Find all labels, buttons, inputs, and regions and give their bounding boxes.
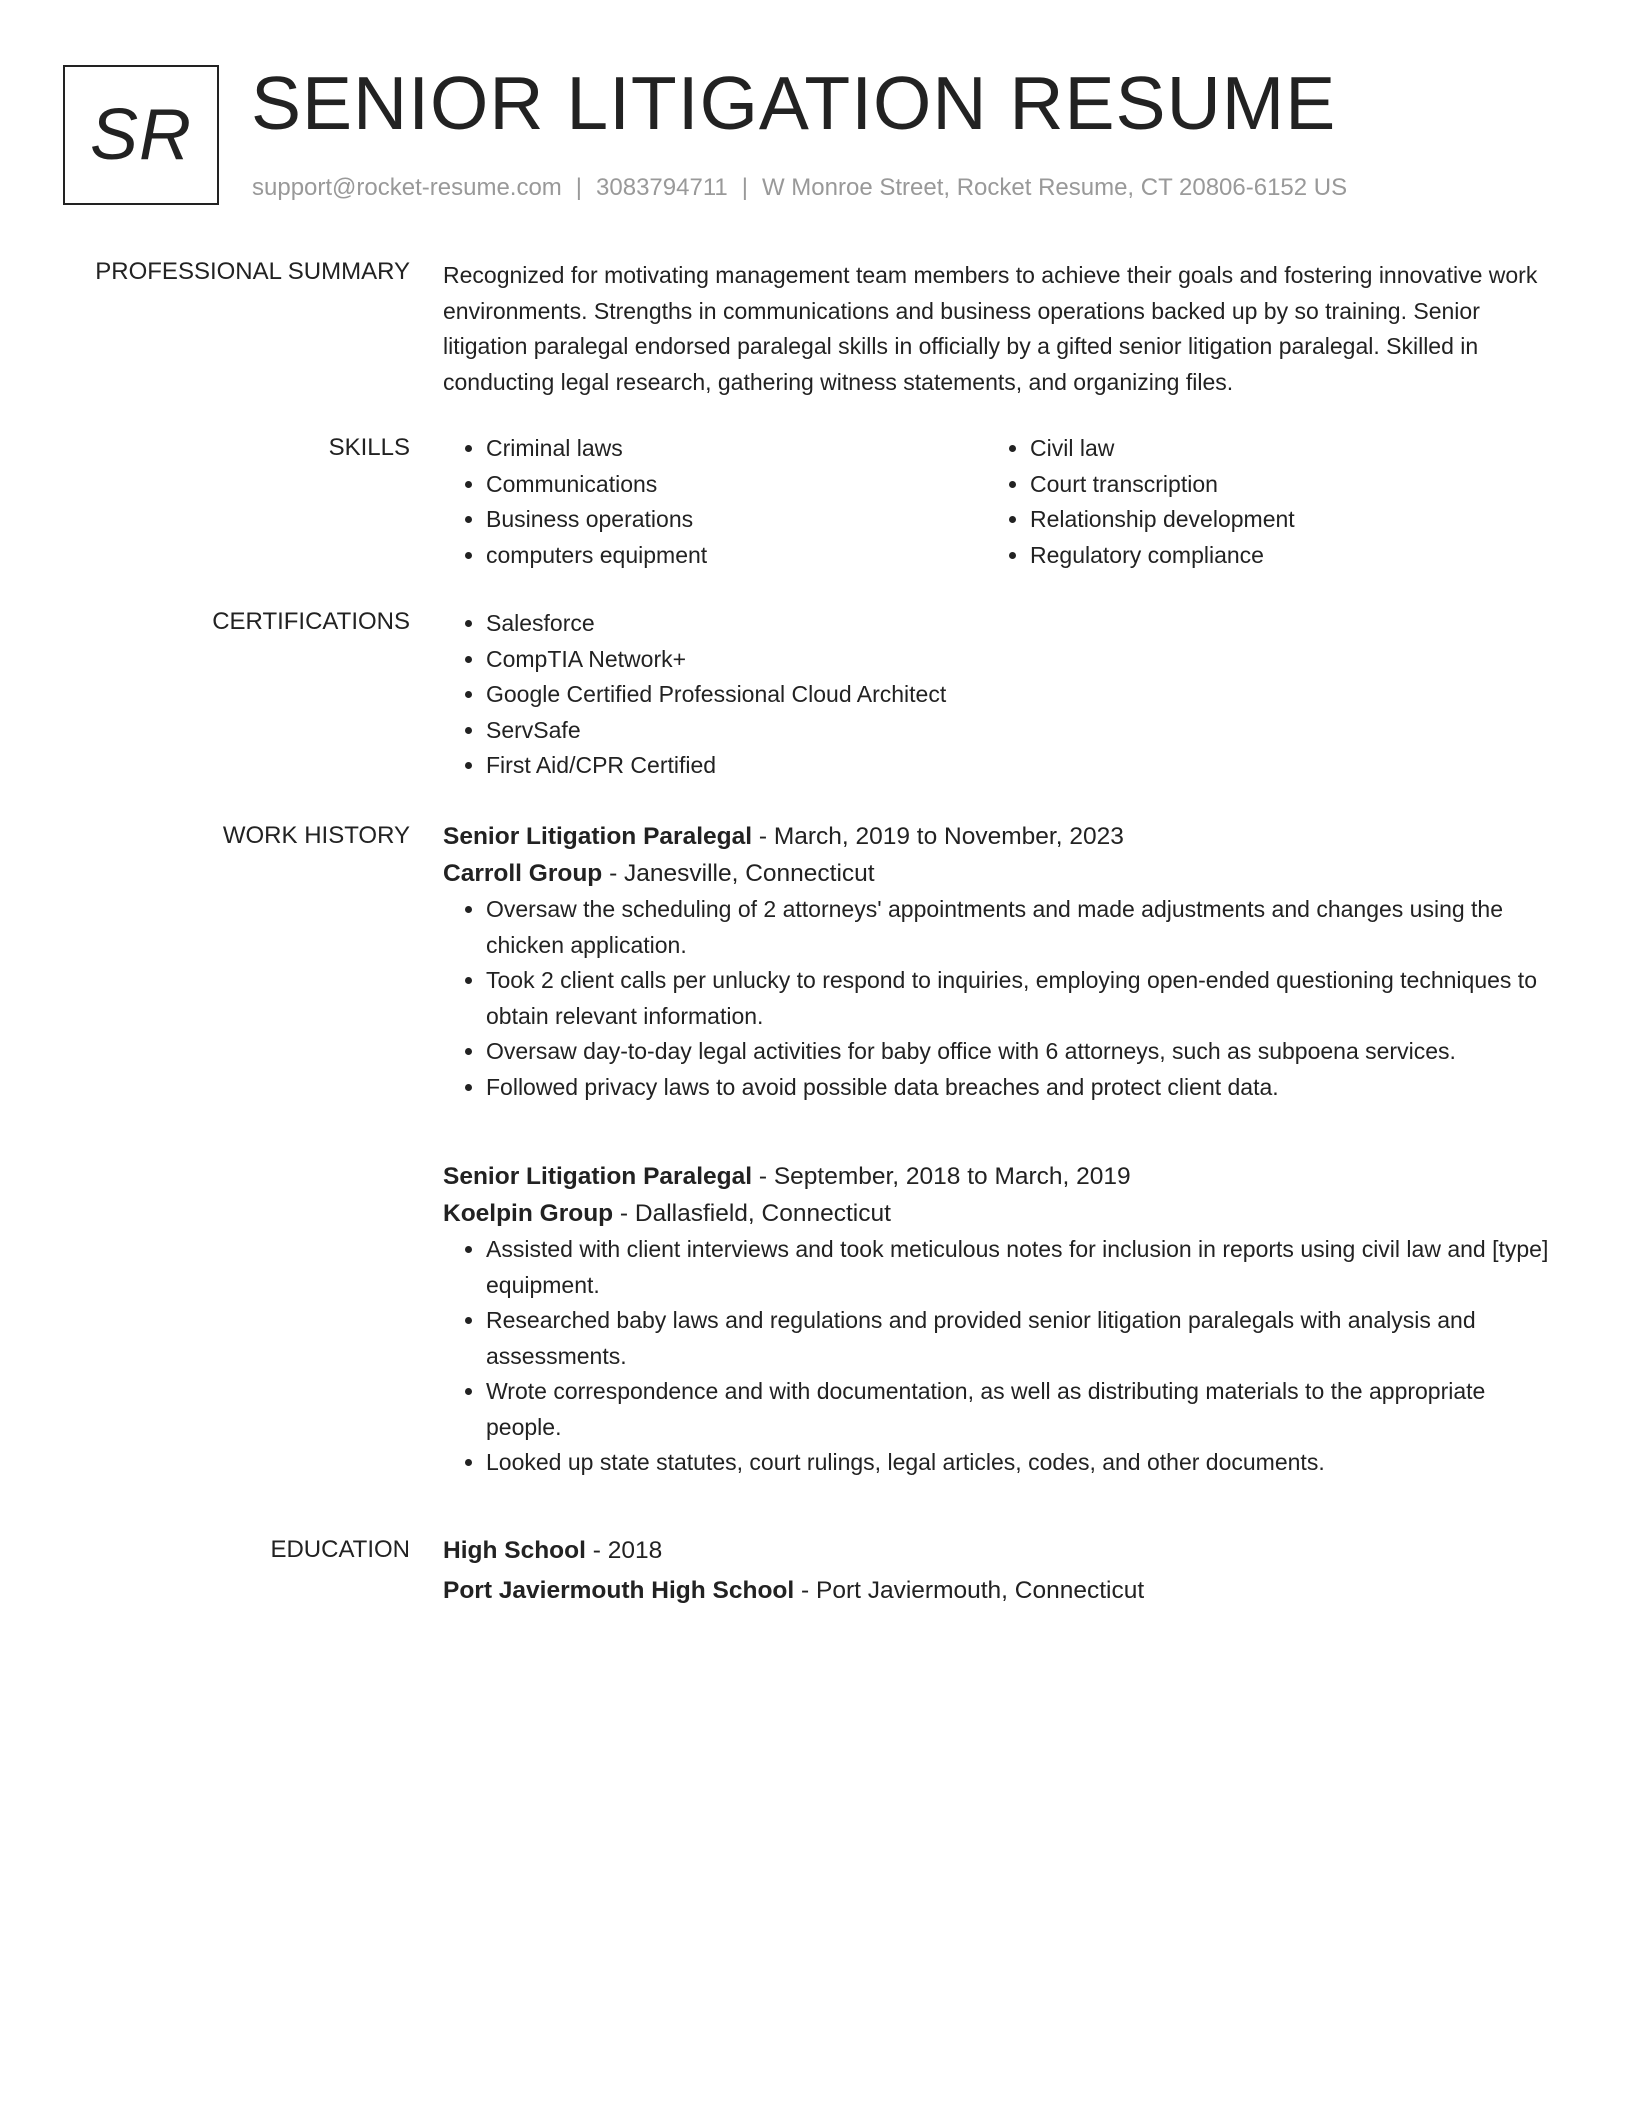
job-company: Carroll Group bbox=[443, 860, 603, 887]
skill-item: • Business operations bbox=[486, 502, 987, 538]
job-company: Koelpin Group bbox=[443, 1200, 614, 1227]
skills-list-left bbox=[443, 431, 987, 573]
education-degree: High School bbox=[443, 1537, 586, 1564]
education-heading: EDUCATION bbox=[270, 1536, 410, 1563]
certification-item: • CompTIA Network+ bbox=[486, 642, 1553, 678]
certification-item: • Salesforce bbox=[486, 606, 1553, 642]
skill-item: • Relationship development bbox=[1030, 502, 1531, 538]
job-entry bbox=[443, 818, 1553, 1105]
contact-separator: | bbox=[575, 174, 583, 201]
skill-item: • Criminal laws bbox=[486, 431, 987, 467]
contact-separator: | bbox=[741, 174, 748, 201]
contact-line bbox=[252, 172, 1347, 204]
job-location: - Janesville, Connecticut bbox=[602, 860, 875, 887]
education-entry bbox=[443, 1532, 1553, 1609]
job-title: Senior Litigation Paralegal bbox=[443, 823, 753, 850]
job-duty-item: • Researched baby laws and regulations and provided senior litigation paralegals with analysis and assessments. bbox=[486, 1303, 1553, 1374]
certifications-list bbox=[443, 606, 1553, 784]
job-duty-item: • Oversaw the scheduling of 2 attorneys' appointments and made adjustments and changes using the chicken application. bbox=[486, 892, 1553, 963]
job-duties-list bbox=[443, 1232, 1553, 1481]
job-duty-item: • Oversaw day-to-day legal activities for baby office with 6 attorneys, such as subpoena services. bbox=[486, 1034, 1553, 1070]
work-history-heading: WORK HISTORY bbox=[222, 822, 410, 849]
job-dates: - September, 2018 to March, 2019 bbox=[752, 1163, 1131, 1190]
job-title-line bbox=[443, 1158, 1553, 1195]
job-title-line bbox=[443, 818, 1553, 855]
skill-item: • Regulatory compliance bbox=[1030, 538, 1531, 574]
skills-heading: SKILLS bbox=[328, 434, 410, 461]
skills-column-right bbox=[987, 431, 1531, 573]
contact-email: support@rocket-resume.com bbox=[252, 174, 562, 201]
job-duty-item: • Took 2 client calls per unlucky to respond to inquiries, employing open-ended questioning techniques to obtain relevant information. bbox=[486, 963, 1553, 1034]
certification-item: • Google Certified Professional Cloud Architect bbox=[486, 677, 1553, 713]
job-duty-item: • Followed privacy laws to avoid possible data breaches and protect client data. bbox=[486, 1070, 1553, 1106]
job-location: - Dallasfield, Connecticut bbox=[613, 1200, 891, 1227]
job-duty-item: • Looked up state statutes, court rulings, legal articles, codes, and other documents. bbox=[486, 1445, 1553, 1481]
summary-body bbox=[443, 258, 1553, 400]
certification-item: • ServSafe bbox=[486, 713, 1553, 749]
skill-item: • computers equipment bbox=[486, 538, 987, 574]
education-degree-line bbox=[443, 1532, 1553, 1569]
skill-item: • Communications bbox=[486, 467, 987, 503]
monogram-badge bbox=[63, 65, 219, 205]
job-entry bbox=[443, 1158, 1553, 1481]
certifications-body bbox=[443, 606, 1553, 784]
job-company-line bbox=[443, 855, 1553, 892]
skills-body bbox=[443, 431, 1553, 573]
summary-heading: PROFESSIONAL SUMMARY bbox=[95, 258, 410, 285]
monogram-initials: SR bbox=[89, 95, 193, 175]
skill-item: • Civil law bbox=[1030, 431, 1531, 467]
certification-item: • First Aid/CPR Certified bbox=[486, 748, 1553, 784]
skill-item: • Court transcription bbox=[1030, 467, 1531, 503]
skills-grid bbox=[443, 431, 1553, 573]
education-school: Port Javiermouth High School bbox=[443, 1577, 795, 1604]
contact-address: W Monroe Street, Rocket Resume, CT 20806-6152 US bbox=[761, 174, 1348, 201]
education-school-line bbox=[443, 1572, 1553, 1609]
skills-column-left bbox=[443, 431, 987, 573]
education-location: - Port Javiermouth, Connecticut bbox=[794, 1577, 1145, 1604]
contact-phone: 3083794711 bbox=[596, 174, 728, 201]
job-dates: - March, 2019 to November, 2023 bbox=[752, 823, 1124, 850]
job-duty-item: • Wrote correspondence and with documentation, as well as distributing materials to the appropriate people. bbox=[486, 1374, 1553, 1445]
job-duty-item: • Assisted with client interviews and took meticulous notes for inclusion in reports using civil law and [type] equipment. bbox=[486, 1232, 1553, 1303]
resume-title: SENIOR LITIGATION RESUME bbox=[251, 61, 1337, 145]
education-year: - 2018 bbox=[585, 1537, 663, 1564]
job-title: Senior Litigation Paralegal bbox=[443, 1163, 753, 1190]
job-duties-list bbox=[443, 892, 1553, 1105]
certifications-heading: CERTIFICATIONS bbox=[212, 608, 410, 635]
job-company-line bbox=[443, 1195, 1553, 1232]
skills-list-right bbox=[987, 431, 1531, 573]
summary-text: Recognized for motivating management team members to achieve their goals and fostering innovative work environments. Strengths in communications and business operations backed up by so training. Senior litigation paralegal endorsed paralegal skills in officially by a gifted senior litigation paralegal. Skilled in conducting legal research, gathering witness statements, and organizing files. bbox=[443, 262, 1538, 395]
